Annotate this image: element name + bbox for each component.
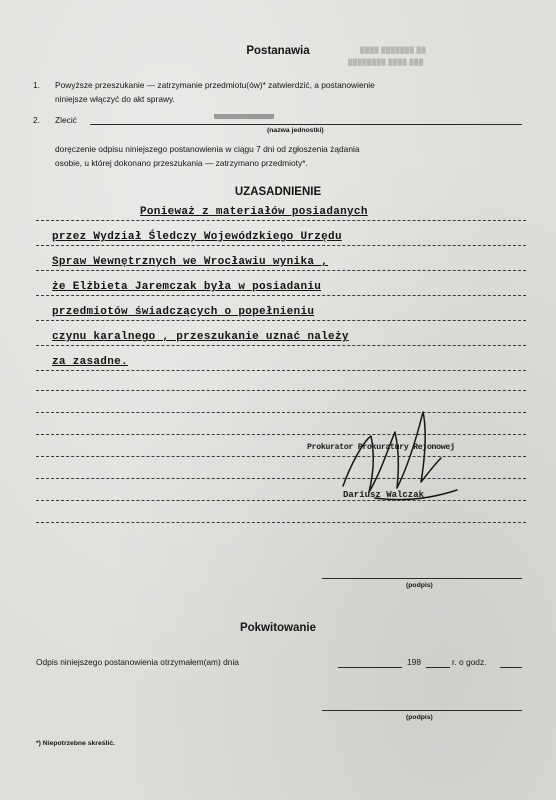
typed-line-6: czynu karalnego , przeszukanie uznać należy	[52, 331, 349, 343]
typed-line-1: Ponieważ z materiałów posiadanych	[140, 206, 368, 218]
unit-name-caption: (nazwa jednostki)	[267, 127, 324, 134]
section-title-uzasadnienie: UZASADNIENIE	[234, 186, 322, 198]
typed-line-3: Spraw Wewnętrznych we Wrocławiu wynika ,	[52, 256, 329, 268]
signature-line	[322, 578, 522, 579]
writing-line	[36, 370, 526, 371]
receipt-time-label: r. o godz.	[452, 657, 487, 667]
section-title-pokwitowanie: Pokwitowanie	[239, 622, 317, 634]
receipt-year-line	[426, 667, 450, 668]
receipt-time-line	[500, 667, 522, 668]
item-1-number: 1.	[33, 80, 40, 90]
signature-caption: (podpis)	[406, 582, 433, 589]
item-2-text-line2: osobie, u której dokonano przeszukania — zatrzymano przedmioty*.	[55, 158, 308, 168]
typed-line-4: że Elżbieta Jaremczak była w posiadaniu	[52, 281, 322, 293]
faded-stamp-mark	[214, 114, 274, 119]
receipt-signature-line	[322, 710, 522, 711]
bleed-through-text: ████████ ████ ███	[348, 60, 424, 66]
receipt-text: Odpis niniejszego postanowienia otrzymałem(am) dnia	[36, 657, 239, 667]
writing-line	[36, 320, 526, 321]
item-2-number: 2.	[33, 115, 40, 125]
typed-line-7: za zasadne.	[52, 356, 128, 368]
receipt-date-line	[338, 667, 402, 668]
typed-line-5: przedmiotów świadczących o popełnieniu	[52, 306, 315, 318]
typed-line-2: przez Wydział Śledczy Wojewódzkiego Urzędu	[52, 231, 342, 243]
section-title-postanawia: Postanawia	[246, 45, 310, 57]
footnote: *) Niepotrzebne skreślić.	[36, 740, 115, 747]
receipt-year: 198	[407, 657, 421, 667]
prosecutor-name: Dariusz Walczak	[343, 490, 425, 500]
prosecutor-stamp: Prokurator Prokuratury Rejonowej	[307, 443, 455, 452]
item-1-text-line2: niniejsze włączyć do akt sprawy.	[55, 94, 175, 104]
bleed-through-text: ████ ███████ ██	[360, 48, 427, 54]
item-2-text-line1: doręczenie odpisu niniejszego postanowienia w ciągu 7 dni od zgłoszenia żądania	[55, 144, 360, 154]
receipt-signature-caption: (podpis)	[406, 714, 433, 721]
item-1-text-line1: Powyższe przeszukanie — zatrzymanie przedmiotu(ów)* zatwierdzić, a postanowienie	[55, 80, 375, 90]
writing-line	[36, 345, 526, 346]
writing-line	[36, 295, 526, 296]
item-2-label: Zlecić	[55, 115, 77, 125]
writing-line	[36, 522, 526, 523]
writing-line	[36, 245, 526, 246]
writing-line	[36, 390, 526, 391]
writing-line	[36, 220, 526, 221]
handwritten-signature	[315, 402, 485, 514]
writing-line	[36, 270, 526, 271]
unit-name-line	[90, 124, 522, 125]
